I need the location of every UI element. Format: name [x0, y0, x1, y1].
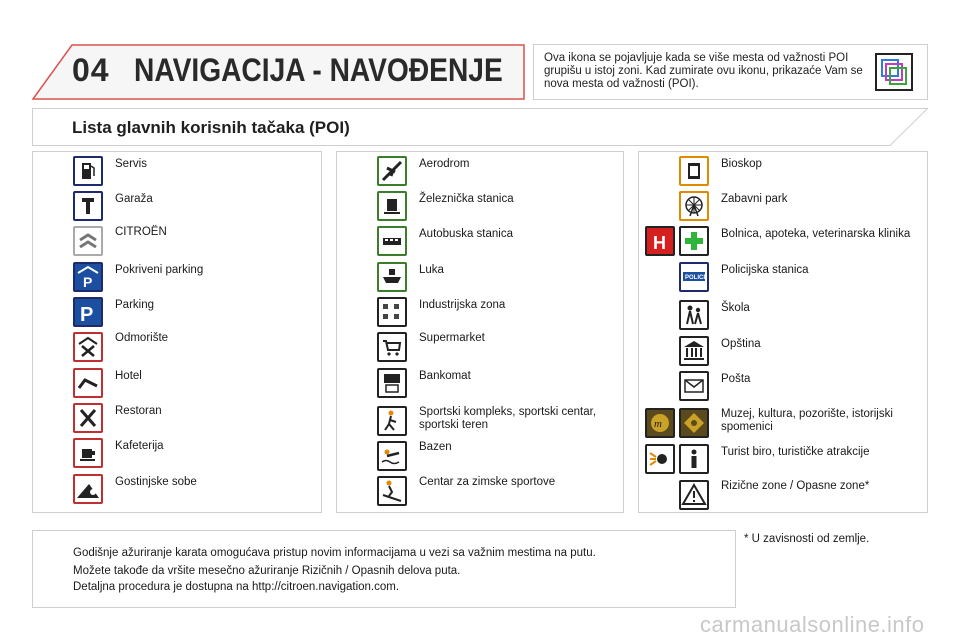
poi-label: Luka [419, 264, 444, 276]
chapter-number: 04 [72, 52, 110, 88]
train-icon [377, 191, 407, 221]
poi-label: Bioskop [721, 158, 762, 170]
grouped-poi-icon [875, 53, 913, 91]
ferris-wheel-icon [679, 191, 709, 221]
industry-icon [377, 297, 407, 327]
guest-rooms-icon [73, 474, 103, 504]
poi-label: Centar za zimske sportove [419, 476, 556, 488]
shopping-cart-icon [377, 332, 407, 362]
poi-label: Rizične zone / Opasne zone* [721, 480, 870, 492]
poi-label: Bolnica, apoteka, veterinarska klinika [721, 228, 911, 240]
svg-text:P: P [80, 304, 94, 325]
svg-text:m: m [654, 418, 662, 430]
update-info-line-2: Možete takođe da vršite mesečno ažuriranje Rizičnih / Opasnih delova puta. [73, 565, 461, 577]
airplane-icon [377, 156, 407, 186]
poi-label: Škola [721, 302, 750, 314]
update-info-line-1: Godišnje ažuriranje karata omogućava pristup novim informacijama u vezi sa važnim mestima na putu. [73, 547, 596, 559]
bus-icon [377, 226, 407, 256]
chapter-tab [32, 44, 526, 100]
hotel-bed-icon [73, 368, 103, 398]
poi-label: Autobuska stanica [419, 228, 513, 240]
culture-icon [679, 408, 709, 438]
parking-icon [73, 297, 103, 327]
poi-column-3 [638, 151, 928, 513]
rest-area-icon [73, 332, 103, 362]
poi-label: Aerodrom [419, 158, 470, 170]
poi-label: Restoran [115, 405, 162, 417]
poi-label: Kafeterija [115, 440, 164, 452]
fuel-pump-icon [73, 156, 103, 186]
police-icon [679, 262, 709, 292]
hospital-icon [645, 226, 675, 256]
school-icon [679, 300, 709, 330]
footnote: * U zavisnosti od zemlje. [744, 533, 870, 545]
tourist-attraction-icon [645, 444, 675, 474]
chapter-title: NAVIGACIJA - NAVOĐENJE [134, 52, 503, 88]
poi-label: Pokriveni parking [115, 264, 204, 276]
poi-column-1 [32, 151, 322, 513]
grouped-poi-note-text: Ova ikona se pojavljuje kada se više mesta od važnosti POI grupišu u istoj zoni. Kad zumirate ovu ikonu, prikazaće Vam se nova mesta od važnosti (POI). [544, 52, 863, 90]
svg-text:POLICE: POLICE [685, 275, 707, 281]
covered-parking-icon [73, 262, 103, 292]
restaurant-icon [73, 403, 103, 433]
poi-label: Gostinjske sobe [115, 476, 197, 488]
poi-label: Opština [721, 338, 761, 350]
section-title: Lista glavnih korisnih tačaka (POI) [72, 118, 350, 137]
poi-label: Zabavni park [721, 193, 788, 205]
svg-text:P: P [83, 274, 93, 290]
poi-label: Industrijska zona [419, 299, 506, 311]
poi-label: Hotel [115, 370, 142, 382]
film-icon [679, 156, 709, 186]
watermark: carmanualsonline.info [700, 612, 925, 637]
atm-icon [377, 368, 407, 398]
section-banner [32, 108, 928, 146]
citroen-logo-icon [73, 226, 103, 256]
poi-label: Turist biro, turističke atrakcije [721, 446, 870, 458]
poi-label: Bazen [419, 441, 452, 453]
svg-text:H: H [653, 233, 666, 253]
ship-icon [377, 262, 407, 292]
poi-label: Parking [115, 299, 154, 311]
danger-zone-icon [679, 480, 709, 510]
update-info-box [32, 530, 736, 608]
poi-label: Pošta [721, 373, 751, 385]
poi-label: Supermarket [419, 332, 485, 344]
poi-label: Železnička stanica [419, 193, 514, 205]
town-hall-icon [679, 336, 709, 366]
museum-icon [645, 408, 675, 438]
envelope-icon [679, 371, 709, 401]
coffee-cup-icon [73, 438, 103, 468]
poi-column-2 [336, 151, 624, 513]
wrench-icon [73, 191, 103, 221]
poi-label: Garaža [115, 193, 153, 205]
poi-label: Odmorište [115, 332, 169, 344]
poi-label: Muzej, kultura, pozorište, istorijski spomenici [721, 408, 893, 433]
pharmacy-icon [679, 226, 709, 256]
sport-icon [377, 406, 407, 436]
swimmer-icon [377, 441, 407, 471]
update-info-line-3: Detaljna procedura je dostupna na http://citroen.navigation.com. [73, 581, 400, 593]
poi-label: Bankomat [419, 370, 471, 382]
skier-icon [377, 476, 407, 506]
poi-label: Policijska stanica [721, 264, 809, 276]
poi-label: Servis [115, 158, 147, 170]
grouped-poi-note [533, 44, 928, 100]
tourist-info-icon [679, 444, 709, 474]
poi-label: CITROËN [115, 226, 167, 238]
poi-label: Sportski kompleks, sportski centar, sportski teren [419, 406, 597, 431]
